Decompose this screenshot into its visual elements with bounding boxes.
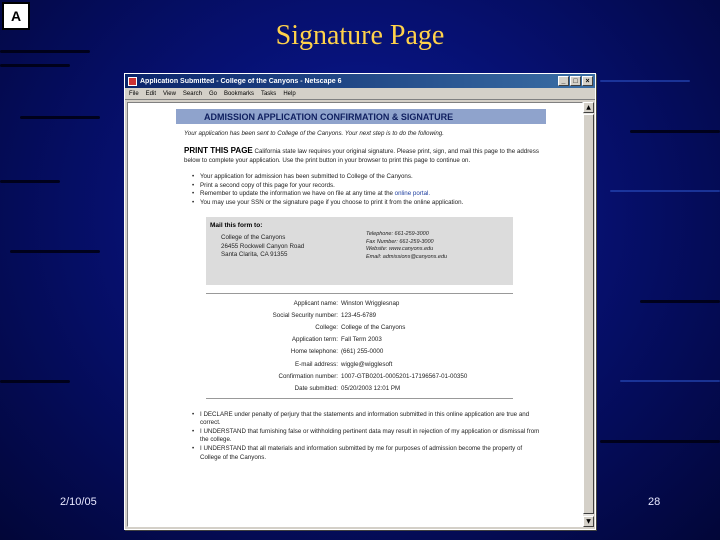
page-viewport	[127, 102, 583, 527]
menu-go[interactable]: Go	[208, 90, 217, 97]
decorative-streak	[610, 190, 720, 192]
menu-edit[interactable]: Edit	[145, 90, 157, 97]
decorative-streak	[0, 380, 70, 383]
table-row: Application term: Fall Term 2003	[291, 336, 382, 344]
table-row: Applicant name: Winston Wrigglesnap	[293, 299, 400, 307]
page-banner: ADMISSION APPLICATION CONFIRMATION & SIGNATURE	[176, 109, 546, 124]
slide-date: 2/10/05	[60, 496, 97, 508]
list-item: • I DECLARE under penalty of perjury that the statements and information submitted in this online application are true and correct.	[192, 411, 542, 427]
list-item: • I UNDERSTAND that furnishing false or withholding pertinent data may result in rejection of my application or dismissal from the college.	[192, 428, 542, 444]
window-title: Application Submitted - College of the Canyons - Netscape 6	[140, 77, 342, 85]
mail-contact: Telephone: 661-259-3000 Fax Number: 661-259-3000 Website: www.canyons.edu Email: admissions@canyons.edu	[366, 231, 448, 260]
decorative-streak	[0, 180, 60, 183]
list-item: • You may use your SSN or the signature page if you choose to print it from the online application.	[192, 199, 542, 208]
minimize-button[interactable]: _	[558, 76, 569, 86]
menu-tasks[interactable]: Tasks	[260, 90, 277, 97]
slide-title: Signature Page	[275, 20, 445, 51]
slide-badge: A	[2, 2, 30, 30]
scroll-down-icon[interactable]: ▼	[583, 516, 594, 527]
decorative-streak	[620, 380, 720, 382]
browser-window	[124, 73, 596, 530]
declarations-list	[192, 411, 542, 462]
decorative-streak	[20, 116, 100, 119]
scroll-up-icon[interactable]: ▲	[583, 102, 594, 113]
status-list	[192, 173, 542, 207]
vertical-scrollbar[interactable]	[583, 102, 594, 527]
table-row: E-mail address: wiggle@wigglesoft	[295, 360, 393, 368]
print-text: California state law requires your original signature. Please print, sign, and mail this page to the address below to complete your application. Use the print button in your browser to print this page to continue on.	[184, 148, 539, 164]
menu-file[interactable]: File	[129, 90, 139, 97]
table-row: College: College of the Canyons	[315, 323, 406, 331]
print-instructions	[184, 147, 542, 165]
applicant-info-table	[206, 293, 513, 399]
table-row: Social Security number: 123-45-6789	[272, 311, 377, 319]
maximize-button[interactable]: □	[570, 76, 581, 86]
decorative-streak	[640, 300, 720, 303]
menu-search[interactable]: Search	[182, 90, 202, 97]
online-portal-link[interactable]: online portal.	[394, 190, 431, 197]
mail-address: College of the Canyons 26455 Rockwell Canyon Road Santa Clarita, CA 91355	[221, 234, 305, 258]
table-row: Confirmation number: 1007-GTB0201-0005201-17196567-01-00350	[278, 372, 468, 380]
decorative-streak	[630, 130, 720, 133]
scrollbar-thumb[interactable]	[583, 114, 594, 514]
close-button[interactable]: ×	[582, 76, 593, 86]
mail-to-box	[206, 217, 513, 285]
table-row: Home telephone: (661) 255-0000	[290, 348, 384, 356]
menu-bar	[125, 88, 595, 100]
print-heading: PRINT THIS PAGE	[184, 146, 253, 155]
slide-page-number: 28	[648, 496, 661, 508]
list-item: • Print a second copy of this page for your records.	[192, 182, 542, 191]
list-item: • I UNDERSTAND that all materials and information submitted by me for purposes of admission become the property of College of the Canyons.	[192, 445, 542, 461]
mail-title: Mail this form to:	[210, 222, 263, 229]
decorative-streak	[600, 80, 690, 82]
intro-text: Your application has been sent to College of the Canyons. Your next step is to do the following.	[184, 130, 444, 137]
list-item: • Remember to update the information we have on file at any time at the online portal.	[192, 190, 542, 199]
page-content	[174, 103, 554, 526]
table-row: Date submitted: 05/20/2003 12:01 PM	[294, 384, 401, 392]
decorative-streak	[0, 64, 70, 67]
menu-bookmarks[interactable]: Bookmarks	[223, 90, 254, 97]
menu-help[interactable]: Help	[283, 90, 296, 97]
list-item: • Your application for admission has been submitted to College of the Canyons.	[192, 173, 542, 182]
decorative-streak	[600, 440, 720, 443]
decorative-streak	[10, 250, 100, 253]
browser-app-icon	[128, 77, 137, 86]
window-titlebar[interactable]	[125, 74, 595, 88]
menu-view[interactable]: View	[163, 90, 176, 97]
